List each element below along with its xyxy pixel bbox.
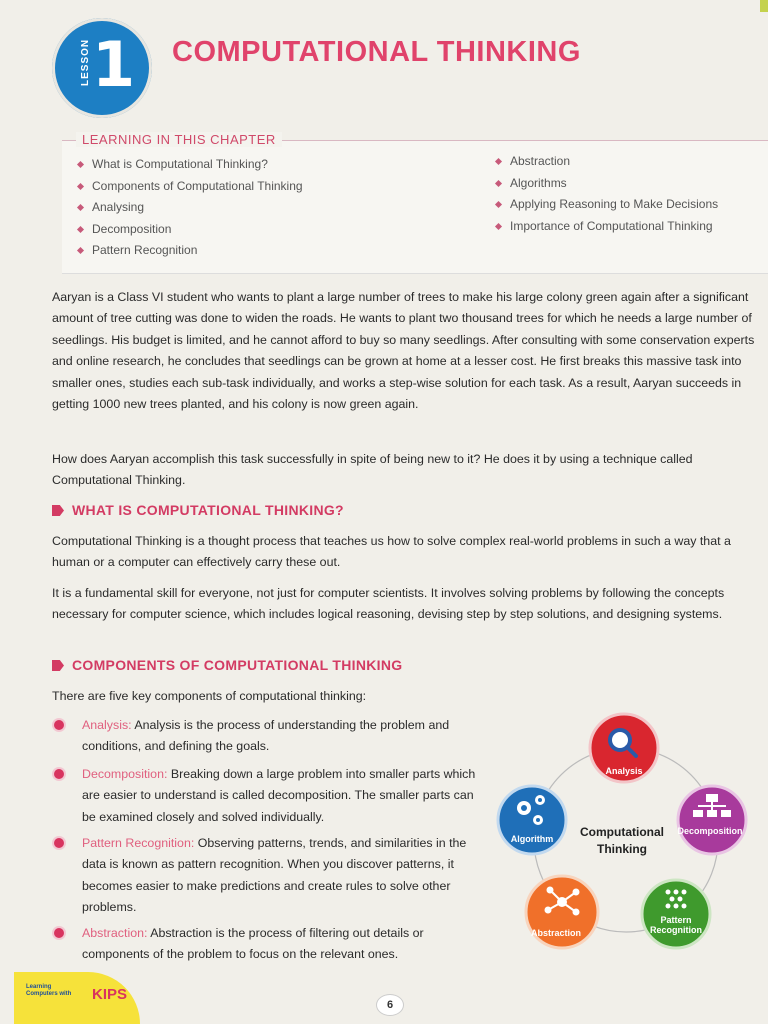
section-heading-what-is xyxy=(52,502,344,518)
section-heading-text: COMPONENTS OF COMPUTATIONAL THINKING xyxy=(72,657,403,673)
definition-paragraph: Computational Thinking is a thought process that teaches us how to solve complex real-world problems in such a way that a human or a computer can effectively carry these out. xyxy=(52,534,731,570)
intro-question-paragraph: How does Aaryan accomplish this task successfully in spite of being new to it? He does it by using a technique called Computational Thinking. xyxy=(52,452,693,488)
skill-paragraph: It is a fundamental skill for everyone, not just for computer scientists. It involves solving problems by following the concepts necessary for computer science, which includes logical reasoning, devising step by step solutions, and designing systems. xyxy=(52,586,725,622)
learning-heading: LEARNING IN THIS CHAPTER xyxy=(76,132,282,147)
component-item-abstraction xyxy=(82,923,490,966)
section-marker-icon xyxy=(52,505,64,516)
node-label: Abstraction xyxy=(530,928,582,938)
logo-tagline-line1: Learning xyxy=(26,984,52,990)
diagram-node-analysis xyxy=(590,714,658,782)
diagram-node-algorithm xyxy=(498,786,566,854)
diagram-node-decomposition xyxy=(677,786,746,854)
node-label: Decomposition xyxy=(677,826,743,836)
component-term: Analysis: xyxy=(82,718,132,732)
lesson-word: LESSON xyxy=(80,38,91,86)
center-label-line1: Computational xyxy=(580,825,664,839)
section-heading-components xyxy=(52,657,402,673)
computational-thinking-diagram xyxy=(486,712,768,964)
section-marker-icon xyxy=(52,660,64,671)
learning-list-left xyxy=(76,154,416,262)
learning-item: Pattern Recognition xyxy=(76,240,416,262)
learning-item: Decomposition xyxy=(76,219,416,241)
component-text: Abstraction is the process of filtering out details or components of the problem to focus on the relevant ones. xyxy=(82,926,424,962)
logo-tagline-line2: Computers with xyxy=(26,991,72,997)
diagram-node-pattern-recognition xyxy=(642,880,710,948)
component-text: Observing patterns, trends, and similarities in the data is known as pattern recognition. When you discover patterns, it becomes easier to make predictions and create rules to solve other problems. xyxy=(82,836,467,915)
component-item-analysis xyxy=(82,715,490,758)
learning-item: Applying Reasoning to Make Decisions xyxy=(494,194,764,216)
components-intro: There are five key components of computational thinking: xyxy=(52,689,367,703)
logo-brand: KIPS xyxy=(92,986,128,1003)
component-term: Abstraction: xyxy=(82,926,148,940)
node-label-line2: Recognition xyxy=(650,925,702,935)
component-text: Analysis is the process of understanding the problem and conditions, and defining the goals. xyxy=(82,718,450,754)
learning-item: Importance of Computational Thinking xyxy=(494,216,764,238)
intro-paragraph: Aaryan is a Class VI student who wants to plant a large number of trees to make his large colony green again after a significant amount of tree cutting was done to widen the roads. He wants to plant two thousand trees for which he needs a large number of seedlings. His budget is limited, and he cannot afford to buy so many seedlings. After consulting with some conservation experts and online research, he concludes that seedlings can be grown at home at a lesser cost. He first breaks this massive task into smaller ones, studies each sub-task individually, and works a step-wise solution for each task. As a result, Aaryan succeeds in getting 1000 new trees planted, and his colony is now green again. xyxy=(52,290,755,412)
component-text: Breaking down a large problem into smaller parts which are easier to understand is called decomposition. The smaller parts can be examined closely and solved individually. xyxy=(82,767,476,824)
bullet-icon xyxy=(54,720,64,730)
component-item-decomposition xyxy=(82,764,490,828)
node-label: Analysis xyxy=(605,766,643,776)
node-label: Pattern xyxy=(660,915,692,925)
learning-item: Analysing xyxy=(76,197,416,219)
bullet-icon xyxy=(54,928,64,938)
component-term: Decomposition: xyxy=(82,767,168,781)
center-label-line2: Thinking xyxy=(597,842,647,856)
chapter-title: COMPUTATIONAL THINKING xyxy=(172,36,581,68)
page-number: 6 xyxy=(376,994,404,1016)
learning-item: Components of Computational Thinking xyxy=(76,176,416,198)
learning-item: Algorithms xyxy=(494,173,764,195)
node-label: Algorithm xyxy=(510,834,554,844)
component-item-pattern-recognition xyxy=(82,833,490,919)
bullet-icon xyxy=(54,838,64,848)
bullet-icon xyxy=(54,769,64,779)
learning-list-right xyxy=(494,151,764,237)
page-edge-strip xyxy=(760,0,768,12)
learning-item: Abstraction xyxy=(494,151,764,173)
component-term: Pattern Recognition: xyxy=(82,836,195,850)
learning-item: What is Computational Thinking? xyxy=(76,154,416,176)
lesson-number: 1 xyxy=(92,28,136,101)
diagram-node-abstraction xyxy=(526,876,598,948)
section-heading-text: WHAT IS COMPUTATIONAL THINKING? xyxy=(72,502,344,518)
logo-tagline xyxy=(26,984,71,998)
